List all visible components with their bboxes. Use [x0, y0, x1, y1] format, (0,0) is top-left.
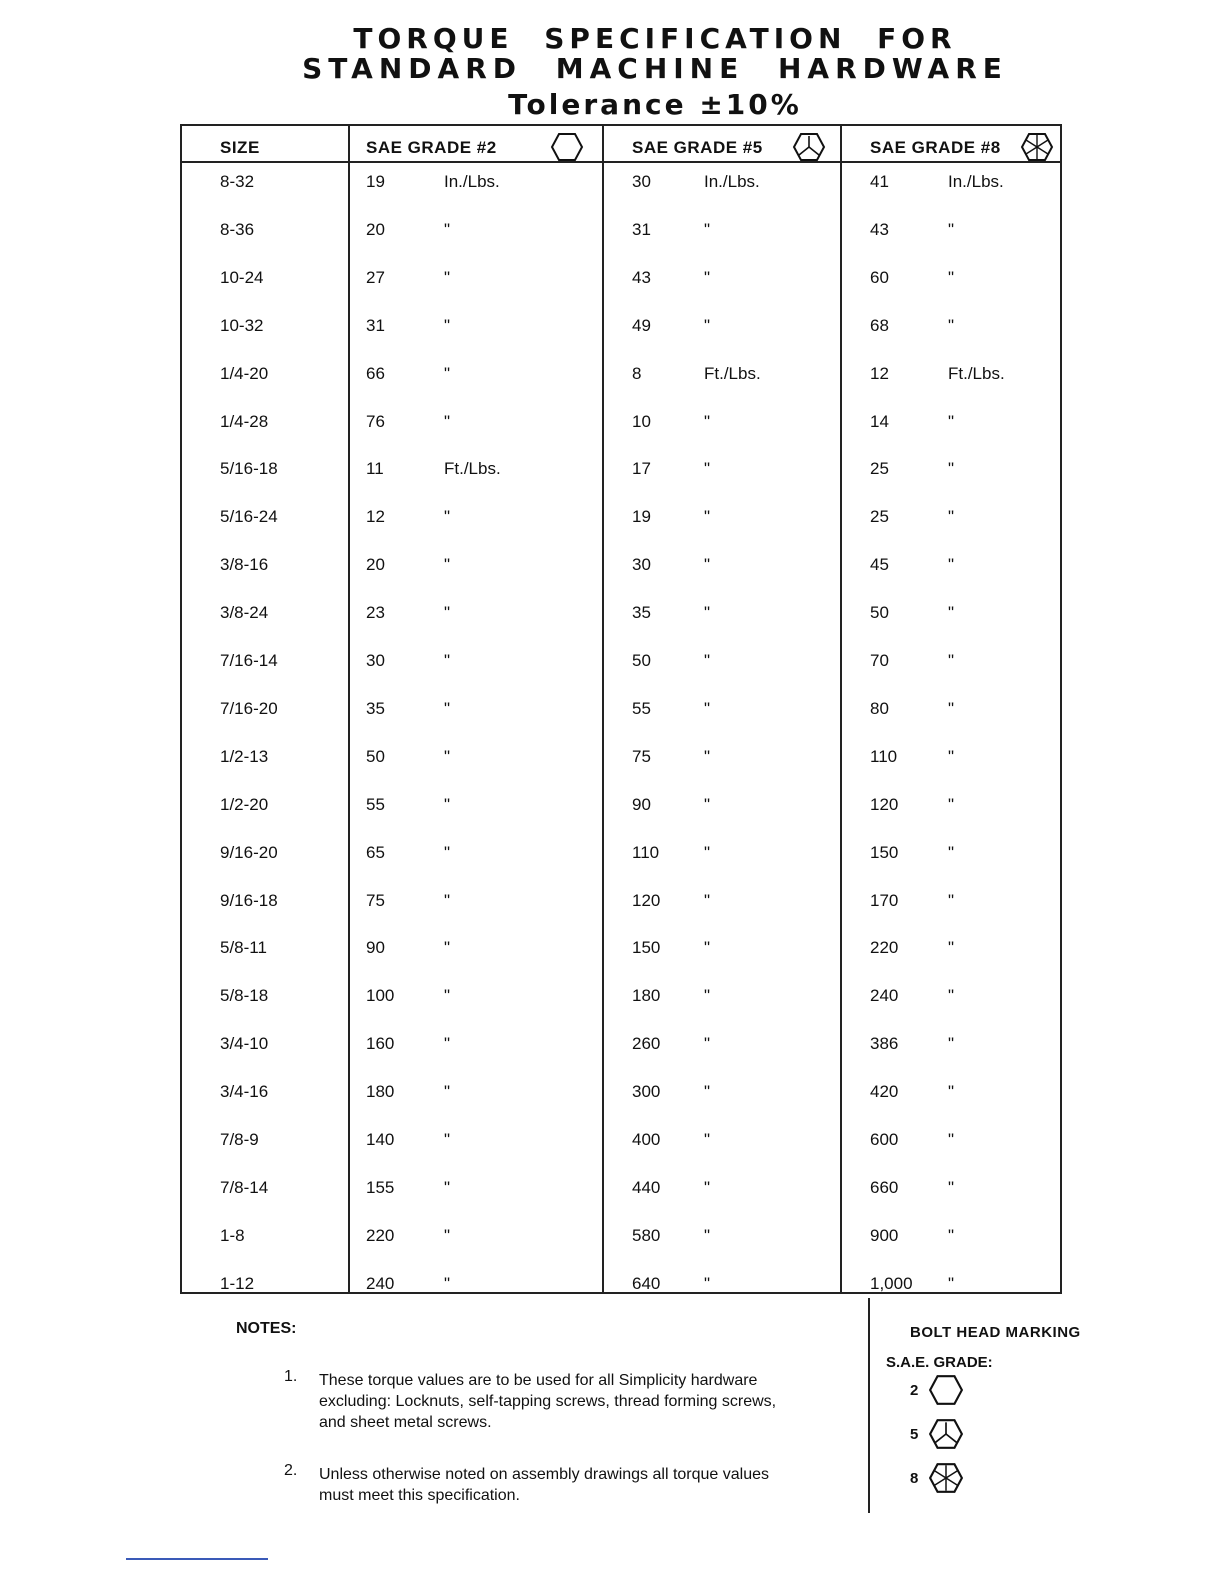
cell-grade-2-value: 155	[366, 1177, 395, 1197]
cell-grade-2-unit: "	[444, 938, 451, 958]
cell-grade-5-unit: "	[704, 603, 711, 623]
cell-size: 1-12	[220, 1273, 255, 1293]
hexagon-grade-8-icon	[1020, 132, 1054, 162]
cell-grade-8-unit: "	[948, 267, 955, 287]
cell-grade-8-unit: "	[948, 1177, 955, 1197]
cell-grade-5-unit: "	[704, 842, 711, 862]
cell-grade-8-value: 41	[870, 172, 889, 191]
cell-grade-2-value: 31	[366, 315, 385, 335]
cell-grade-8-unit: "	[948, 555, 955, 575]
cell-grade-5-unit: "	[704, 794, 711, 814]
cell-grade-5-value: 640	[632, 1273, 661, 1293]
cell-grade-5-unit: Ft./Lbs.	[704, 363, 761, 383]
cell-grade-8-value: 45	[870, 555, 889, 575]
cell-size: 1-8	[220, 1225, 245, 1245]
cell-grade-8-value: 900	[870, 1225, 899, 1245]
cell-grade-8-value: 60	[870, 267, 889, 287]
cell-grade-2-unit: "	[444, 746, 451, 766]
cell-grade-8-unit: In./Lbs.	[948, 172, 1004, 191]
cell-grade-8-unit: "	[948, 219, 955, 239]
cell-size: 1/4-20	[220, 363, 269, 383]
cell-grade-2-value: 20	[366, 219, 385, 239]
cell-grade-8-unit: "	[948, 1130, 955, 1149]
cell-grade-8-unit: "	[948, 794, 955, 814]
cell-grade-2-unit: "	[444, 411, 451, 431]
bolt-head-marking-title: BOLT HEAD MARKING	[910, 1324, 1081, 1341]
cell-grade-2-unit: "	[444, 555, 451, 575]
cell-grade-5-value: 580	[632, 1225, 661, 1245]
cell-grade-5-value: 90	[632, 794, 651, 814]
cell-size: 10-32	[220, 315, 264, 335]
cell-grade-5-value: 35	[632, 603, 651, 623]
cell-grade-2-value: 75	[366, 890, 385, 910]
cell-grade-8-unit: "	[948, 651, 955, 670]
cell-grade-2-value: 100	[366, 986, 395, 1006]
cell-grade-2-unit: "	[444, 507, 451, 527]
cell-size: 10-24	[220, 267, 264, 287]
cell-grade-2-value: 30	[366, 651, 385, 670]
cell-grade-5-value: 50	[632, 651, 651, 670]
cell-grade-2-value: 55	[366, 794, 385, 814]
cell-grade-5-unit: "	[704, 746, 711, 766]
cell-size: 5/8-18	[220, 986, 269, 1006]
cell-grade-2-value: 27	[366, 267, 385, 287]
cell-grade-8-unit: "	[948, 603, 955, 623]
cell-grade-8-unit: "	[948, 1082, 955, 1102]
cell-size: 5/16-18	[220, 459, 278, 479]
cell-size: 8-32	[220, 172, 255, 191]
cell-grade-2-value: 12	[366, 507, 385, 527]
cell-grade-8-value: 386	[870, 1034, 899, 1054]
cell-size: 5/8-11	[220, 938, 267, 958]
cell-grade-8-unit: "	[948, 746, 955, 766]
cell-grade-2-value: 66	[366, 363, 385, 383]
cell-grade-5-value: 75	[632, 746, 651, 766]
note-2-number: 2.	[284, 1462, 298, 1479]
cell-grade-5-unit: "	[704, 507, 711, 527]
cell-grade-2-value: 35	[366, 698, 385, 718]
cell-grade-5-unit: "	[704, 1177, 711, 1197]
header-grade-2: SAE GRADE #2	[366, 138, 497, 157]
cell-grade-5-unit: In./Lbs.	[704, 172, 760, 191]
cell-grade-8-value: 120	[870, 794, 899, 814]
cell-grade-5-unit: "	[704, 986, 711, 1006]
cell-grade-2-unit: "	[444, 842, 451, 862]
cell-grade-5-value: 180	[632, 986, 661, 1006]
cell-grade-5-value: 440	[632, 1177, 661, 1197]
cell-grade-8-value: 110	[870, 746, 898, 766]
cell-grade-2-unit: "	[444, 1225, 451, 1245]
cell-grade-5-unit: "	[704, 1225, 711, 1245]
header-grade-8: SAE GRADE #8	[870, 138, 1001, 157]
notes-title: NOTES:	[236, 1320, 297, 1337]
cell-grade-5-unit: "	[704, 698, 711, 718]
cell-grade-8-value: 68	[870, 315, 889, 335]
cell-grade-8-unit: Ft./Lbs.	[948, 363, 1005, 383]
cell-grade-2-unit: "	[444, 603, 451, 623]
cell-grade-5-unit: "	[704, 267, 711, 287]
cell-grade-2-value: 140	[366, 1130, 395, 1149]
column-divider	[348, 126, 350, 1292]
cell-grade-2-unit: Ft./Lbs.	[444, 459, 501, 479]
cell-grade-5-value: 8	[632, 363, 642, 383]
cell-grade-8-value: 170	[870, 890, 899, 910]
cell-grade-5-unit: "	[704, 555, 711, 575]
cell-size: 3/4-10	[220, 1034, 269, 1054]
bolt-marking-grade-2	[910, 1374, 964, 1406]
cell-grade-5-value: 300	[632, 1082, 661, 1102]
cell-grade-5-unit: "	[704, 938, 711, 958]
title-line-2: STANDARD MACHINE HARDWARE	[302, 52, 1008, 85]
cell-grade-2-unit: In./Lbs.	[444, 172, 500, 191]
cell-grade-8-unit: "	[948, 507, 955, 527]
footer-rule	[126, 1558, 268, 1560]
hexagon-six-line-icon	[928, 1462, 964, 1494]
cell-size: 7/16-14	[220, 651, 278, 670]
cell-size: 3/4-16	[220, 1082, 269, 1102]
cell-grade-5-value: 120	[632, 890, 661, 910]
cell-grade-2-unit: "	[444, 1130, 451, 1149]
cell-size: 1/4-28	[220, 411, 269, 431]
cell-grade-2-value: 220	[366, 1225, 395, 1245]
cell-size: 9/16-20	[220, 842, 278, 862]
cell-grade-8-value: 600	[870, 1130, 899, 1149]
cell-grade-2-unit: "	[444, 267, 451, 287]
column-divider	[840, 126, 842, 1292]
note-1-line: excluding: Locknuts, self-tapping screws, thread forming screws,	[319, 1393, 777, 1410]
note-1-number: 1.	[284, 1368, 298, 1385]
bolt-marking-divider	[868, 1298, 870, 1513]
torque-table	[180, 124, 1062, 1294]
cell-grade-2-unit: "	[444, 890, 451, 910]
column-divider	[602, 126, 604, 1292]
cell-grade-2-unit: "	[444, 794, 451, 814]
hexagon-grade-2-icon	[550, 132, 584, 162]
cell-grade-5-value: 260	[632, 1034, 661, 1054]
cell-grade-2-unit: "	[444, 698, 451, 718]
title-line-1: TORQUE SPECIFICATION FOR	[353, 22, 957, 55]
cell-grade-5-value: 30	[632, 172, 651, 191]
grade-number: 8	[910, 1469, 919, 1487]
cell-size: 3/8-24	[220, 603, 269, 623]
cell-grade-8-unit: "	[948, 938, 955, 958]
cell-grade-8-unit: "	[948, 890, 955, 910]
cell-grade-2-value: 76	[366, 411, 385, 431]
header-grade-5: SAE GRADE #5	[632, 138, 763, 157]
cell-grade-2-unit: "	[444, 651, 451, 670]
header-size: SIZE	[220, 138, 260, 157]
cell-grade-5-unit: "	[704, 890, 711, 910]
cell-size: 7/8-14	[220, 1177, 269, 1197]
cell-grade-5-unit: "	[704, 219, 711, 239]
cell-grade-2-unit: "	[444, 986, 451, 1006]
cell-grade-5-value: 49	[632, 315, 651, 335]
cell-grade-8-unit: "	[948, 1273, 955, 1293]
cell-grade-5-value: 31	[632, 219, 651, 239]
cell-grade-5-unit: "	[704, 411, 711, 431]
cell-grade-5-unit: "	[704, 1130, 711, 1149]
cell-grade-8-value: 25	[870, 459, 889, 479]
cell-grade-8-value: 43	[870, 219, 889, 239]
cell-grade-5-unit: "	[704, 1034, 711, 1054]
cell-grade-5-value: 19	[632, 507, 651, 527]
cell-grade-8-unit: "	[948, 411, 955, 431]
cell-grade-2-value: 50	[366, 746, 385, 766]
cell-grade-8-value: 80	[870, 698, 889, 718]
cell-grade-8-unit: "	[948, 842, 955, 862]
cell-grade-8-value: 12	[870, 363, 889, 383]
cell-grade-2-value: 240	[366, 1273, 395, 1293]
cell-grade-5-value: 30	[632, 555, 651, 575]
cell-size: 7/16-20	[220, 698, 278, 718]
title-tolerance: Tolerance ±10%	[508, 88, 802, 121]
cell-size: 8-36	[220, 219, 255, 239]
cell-grade-8-value: 420	[870, 1082, 899, 1102]
hexagon-three-line-icon	[928, 1418, 964, 1450]
cell-grade-8-value: 150	[870, 842, 899, 862]
cell-grade-2-unit: "	[444, 1177, 451, 1197]
cell-grade-5-unit: "	[704, 459, 711, 479]
bolt-marking-grade-5	[910, 1418, 964, 1450]
cell-grade-5-unit: "	[704, 651, 711, 670]
cell-grade-5-value: 110	[632, 842, 660, 862]
grade-number: 2	[910, 1381, 919, 1399]
cell-grade-2-value: 90	[366, 938, 385, 958]
cell-size: 9/16-18	[220, 890, 278, 910]
cell-size: 7/8-9	[220, 1130, 259, 1149]
cell-grade-2-unit: "	[444, 1034, 451, 1054]
cell-grade-5-value: 150	[632, 938, 661, 958]
cell-size: 1/2-13	[220, 746, 269, 766]
hexagon-plain-icon	[928, 1374, 964, 1406]
cell-grade-8-unit: "	[948, 1225, 955, 1245]
cell-grade-2-unit: "	[444, 315, 451, 335]
cell-grade-5-value: 43	[632, 267, 651, 287]
cell-grade-2-value: 160	[366, 1034, 395, 1054]
cell-grade-2-unit: "	[444, 1082, 451, 1102]
cell-grade-2-unit: "	[444, 219, 451, 239]
cell-grade-8-unit: "	[948, 986, 955, 1006]
cell-grade-8-value: 50	[870, 603, 889, 623]
note-1-text	[319, 1370, 776, 1433]
cell-grade-8-unit: "	[948, 698, 955, 718]
cell-grade-2-value: 180	[366, 1082, 395, 1102]
cell-grade-8-value: 1,000	[870, 1273, 913, 1293]
cell-grade-2-unit: "	[444, 1273, 451, 1293]
cell-grade-5-value: 55	[632, 698, 651, 718]
cell-grade-2-value: 19	[366, 172, 385, 191]
note-1-line: These torque values are to be used for all Simplicity hardware	[319, 1372, 758, 1389]
note-2-line: must meet this specification.	[319, 1487, 520, 1504]
cell-grade-2-value: 20	[366, 555, 385, 575]
hexagon-grade-5-icon	[792, 132, 826, 162]
note-1-line: and sheet metal screws.	[319, 1414, 492, 1431]
cell-grade-8-value: 25	[870, 507, 889, 527]
cell-grade-8-value: 70	[870, 651, 889, 670]
cell-grade-8-value: 220	[870, 938, 899, 958]
note-2-text	[319, 1464, 769, 1506]
cell-grade-5-unit: "	[704, 1082, 711, 1102]
cell-grade-2-value: 65	[366, 842, 385, 862]
cell-grade-5-value: 17	[632, 459, 651, 479]
grade-number: 5	[910, 1425, 919, 1443]
cell-size: 1/2-20	[220, 794, 269, 814]
cell-grade-8-unit: "	[948, 315, 955, 335]
cell-grade-5-value: 400	[632, 1130, 661, 1149]
cell-grade-5-unit: "	[704, 1273, 711, 1293]
cell-grade-8-value: 660	[870, 1177, 899, 1197]
cell-grade-8-unit: "	[948, 1034, 955, 1054]
sae-grade-label: S.A.E. GRADE:	[886, 1354, 993, 1371]
bolt-marking-grade-8	[910, 1462, 964, 1494]
cell-grade-2-value: 23	[366, 603, 385, 623]
cell-size: 5/16-24	[220, 507, 278, 527]
cell-grade-8-value: 240	[870, 986, 899, 1006]
cell-grade-2-value: 11	[366, 459, 384, 479]
header-divider	[182, 161, 1060, 163]
note-2-line: Unless otherwise noted on assembly drawings all torque values	[319, 1466, 770, 1483]
cell-grade-2-unit: "	[444, 363, 451, 383]
cell-grade-8-value: 14	[870, 411, 889, 431]
cell-grade-5-unit: "	[704, 315, 711, 335]
cell-grade-5-value: 10	[632, 411, 651, 431]
cell-grade-8-unit: "	[948, 459, 955, 479]
cell-size: 3/8-16	[220, 555, 269, 575]
